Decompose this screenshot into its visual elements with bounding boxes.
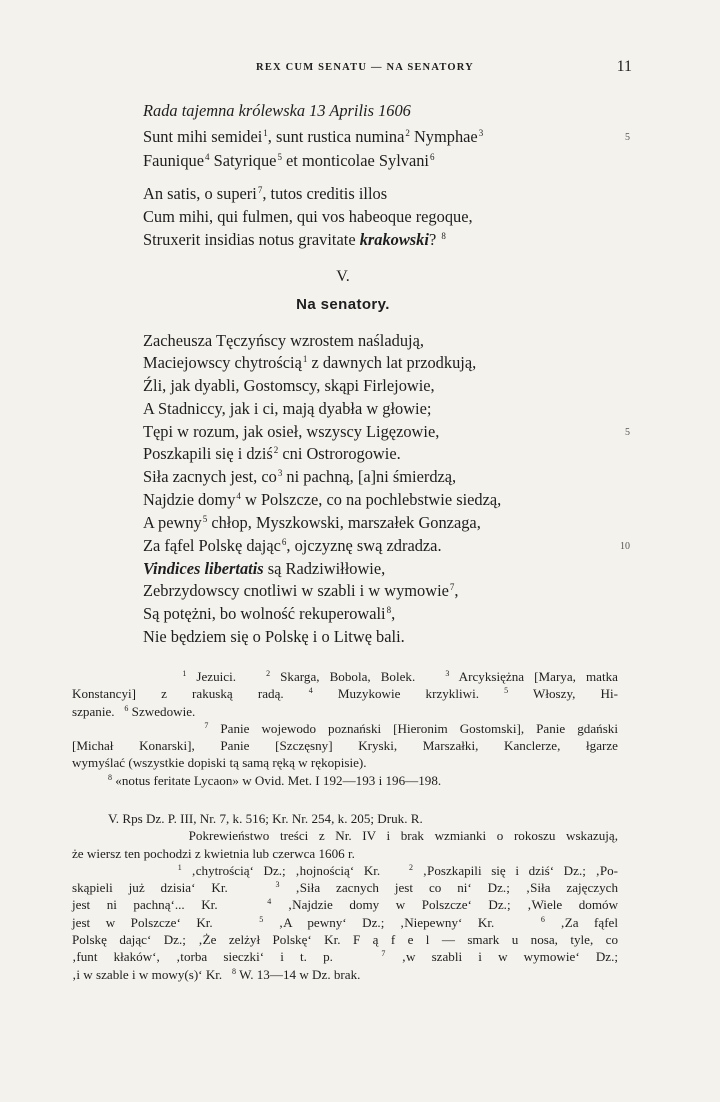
poem-text: cni Ostrorogowie. bbox=[278, 444, 401, 463]
critical-apparatus bbox=[72, 810, 618, 983]
poem-text: krakowski bbox=[359, 230, 429, 249]
poem-line bbox=[143, 422, 613, 442]
footnote-mark: 8 bbox=[108, 772, 113, 782]
footnote-mark: 1 bbox=[177, 862, 182, 872]
poem-text: Za fąfel Polskę dając bbox=[143, 536, 281, 555]
footnote-mark: 4 bbox=[205, 152, 210, 162]
footnote-mark: 6 bbox=[540, 914, 545, 924]
footnotes bbox=[72, 668, 618, 789]
section-title: Na senatory. bbox=[296, 296, 390, 313]
footnote-mark: 3 bbox=[478, 128, 484, 138]
poem-text: Najdzie domy bbox=[143, 490, 236, 509]
footnote-mark: 2 bbox=[273, 445, 279, 455]
footnote-text: szpanie. bbox=[72, 703, 115, 719]
poem-iv-title: Rada tajemna królewska 13 Aprilis 1606 bbox=[143, 101, 411, 120]
poem-line bbox=[143, 331, 613, 351]
section-number: V. bbox=[336, 268, 350, 285]
poem-text: Tępi w rozum, jak osieł, wszyscy Ligęzowie, bbox=[143, 422, 440, 441]
apparatus-text: ‚funt kłaków‘, ‚torba sieczki‘ i t. p. bbox=[72, 949, 333, 965]
poem-text: są Radziwiłłowie, bbox=[263, 559, 386, 578]
poem-text: Siła zacnych jest, co bbox=[143, 467, 277, 486]
footnote-mark: 2 bbox=[405, 128, 410, 138]
running-title: REX CUM SENATU — NA SENATORY bbox=[256, 62, 474, 73]
poem-text: ni pachną, [a]ni śmierdzą, bbox=[282, 467, 457, 486]
footnote-text: Muzykowie krzykliwi. bbox=[337, 686, 480, 702]
footnote-line bbox=[72, 703, 618, 720]
poem-line bbox=[143, 444, 613, 464]
poem-text: Zebrzydowscy cnotliwi w szabli i w wymowie bbox=[143, 581, 449, 600]
footnote-text: Jezuici. bbox=[196, 669, 237, 684]
footnote-mark: 4 bbox=[236, 491, 241, 501]
poem-text: Źli, jak dyabli, Gostomscy, skąpi Firlejowie, bbox=[143, 376, 435, 395]
poem-text: A pewny bbox=[143, 513, 202, 532]
apparatus-text: jest w Polszcze‘ Kr. bbox=[72, 914, 213, 930]
footnote-mark: 6 bbox=[124, 703, 129, 713]
apparatus-text: ‚w szabli i w wymowie‘ Dz.; bbox=[401, 949, 619, 965]
line-number: 5 bbox=[625, 132, 630, 143]
poem-text: An satis, o superi bbox=[143, 184, 257, 203]
apparatus-text: skąpieli już dzisia‘ Kr. bbox=[72, 880, 228, 896]
apparatus-text: że wiersz ten pochodzi z kwietnia lub czerwca 1606 r. bbox=[72, 845, 355, 861]
footnote-mark: 5 bbox=[202, 514, 208, 524]
poem-text: Są potężni, bo wolność rekuperowali bbox=[143, 604, 386, 623]
footnote-mark: 7 bbox=[257, 185, 263, 195]
apparatus-text: ‚chytrością‘ Dz.; ‚hojnością‘ Kr. bbox=[191, 862, 381, 878]
footnote-mark: 5 bbox=[504, 686, 509, 696]
apparatus-text: jest ni pachną‘... Kr. bbox=[72, 897, 218, 913]
footnote-text: Arcyksiężna [Marya, matka bbox=[458, 669, 618, 684]
poem-line bbox=[143, 536, 613, 556]
poem-text: Nie będziem się o Polskę i o Litwę bali. bbox=[143, 627, 405, 646]
footnote-line bbox=[72, 720, 618, 737]
poem-text: chłop, Myszkowski, marszałek Gonzaga, bbox=[207, 513, 481, 532]
poem-text: Cum mihi, qui fulmen, qui vos habeoque regoque, bbox=[143, 207, 473, 226]
poem-text: Faunique bbox=[143, 151, 205, 170]
poem-line bbox=[143, 376, 613, 396]
footnote-mark: 1 bbox=[182, 669, 187, 678]
apparatus-source bbox=[72, 810, 618, 827]
poem-line bbox=[143, 151, 613, 171]
footnote-text: Włoszy, Hi- bbox=[533, 686, 618, 702]
apparatus-variant bbox=[72, 914, 618, 931]
poem-text: Vindices libertatis bbox=[143, 559, 264, 578]
footnote-mark: 6 bbox=[429, 152, 435, 162]
apparatus-text: ‚Siła zacnych jest co ni‘ Dz.; ‚Siła zajęczych bbox=[295, 880, 619, 896]
footnote-mark: 3 bbox=[277, 468, 283, 478]
footnote-mark: 5 bbox=[259, 914, 264, 924]
poem-line bbox=[143, 230, 613, 250]
poem-text: Poszkapili się i dziś bbox=[143, 444, 273, 463]
apparatus-variant bbox=[72, 862, 618, 879]
apparatus-text: ‚Najdzie domy w Polszcze‘ Dz.; ‚Wiele domów bbox=[287, 897, 619, 913]
poem-text: A Stadniccy, jak i ci, mają dyabła w głowie; bbox=[143, 399, 432, 418]
footnote-line bbox=[72, 754, 618, 771]
footnote-mark: 6 bbox=[281, 537, 287, 547]
footnote-text: Szwedowie. bbox=[131, 703, 196, 719]
footnote-mark: 5 bbox=[277, 152, 282, 162]
footnote-mark: 2 bbox=[266, 669, 271, 678]
poem-text: , ojczyznę swą zdradza. bbox=[286, 536, 442, 555]
poem-text: Struxerit insidias notus gravitate bbox=[143, 230, 360, 249]
apparatus-text: ‚Za fąfel bbox=[560, 914, 619, 930]
footnote-mark: 1 bbox=[263, 128, 268, 138]
poem-text: , bbox=[454, 581, 459, 600]
poem-text: , tutos creditis illos bbox=[262, 184, 388, 203]
footnote-text: wymyślać (wszystkie dopiski tą samą ręką w rękopisie). bbox=[72, 755, 367, 771]
poem-text: et monticolae Sylvani bbox=[281, 151, 429, 170]
apparatus-text: Polskę dając‘ Dz.; ‚Że zelżył Polskę‘ Kr. F ą f e l — smark u nosa, tyle, co bbox=[72, 932, 618, 948]
apparatus-text: V. Rps Dz. P. III, Nr. 7, k. 516; Kr. Nr. 254, k. 205; Druk. R. bbox=[108, 811, 423, 826]
footnote-mark: 1 bbox=[302, 354, 308, 364]
poem-text: w Polszcze, co na pochlebstwie siedzą, bbox=[240, 490, 502, 509]
footnote-line bbox=[72, 685, 618, 702]
poem-line bbox=[143, 604, 613, 624]
poem-text: Nymphae bbox=[409, 127, 478, 146]
poem-line bbox=[143, 467, 613, 487]
apparatus-note bbox=[72, 845, 618, 862]
poem-text: ? bbox=[428, 230, 441, 249]
footnote-mark: 4 bbox=[308, 686, 313, 696]
poem-text: z dawnych lat przodkują, bbox=[307, 353, 477, 372]
footnote-mark: 8 bbox=[441, 231, 446, 241]
footnote-line bbox=[72, 737, 618, 754]
footnote-line bbox=[72, 772, 618, 789]
apparatus-text: ‚Poszkapili się i dziś‘ Dz.; ‚Po- bbox=[422, 862, 619, 878]
apparatus-variant bbox=[72, 966, 618, 983]
apparatus-text: ‚i w szable i w mowy(s)‘ Kr. bbox=[72, 966, 223, 982]
poem-line bbox=[143, 399, 613, 419]
footnote-text: Konstancyi] z rakuską radą. bbox=[72, 686, 284, 702]
footnote-mark: 2 bbox=[409, 862, 414, 872]
footnote-line bbox=[72, 668, 618, 685]
poem-text: Zacheusza Tęczyńscy wzrostem naśladują, bbox=[143, 331, 424, 350]
poem-line bbox=[143, 207, 613, 227]
page-number: 11 bbox=[616, 58, 632, 75]
poem-text: Satyrique bbox=[209, 151, 277, 170]
line-number: 10 bbox=[620, 541, 630, 552]
poem-text: Sunt mihi semidei bbox=[143, 127, 263, 146]
apparatus-variant bbox=[72, 931, 618, 948]
apparatus-text: W. 13—14 w Dz. brak. bbox=[239, 966, 361, 982]
footnote-mark: 3 bbox=[275, 880, 280, 890]
poem-line bbox=[143, 581, 613, 601]
footnote-mark: 4 bbox=[267, 897, 272, 907]
footnote-mark: 7 bbox=[449, 582, 455, 592]
poem-line bbox=[143, 559, 613, 579]
footnote-text: Skarga, Bobola, Bolek. bbox=[280, 669, 416, 684]
footnote-text: «notus feritate Lycaon» w Ovid. Met. I 192—193 i 196—198. bbox=[115, 772, 442, 788]
poem-text: , sunt rustica numina bbox=[267, 127, 405, 146]
footnote-mark: 8 bbox=[232, 966, 237, 976]
poem-line bbox=[143, 184, 613, 204]
apparatus-text: ‚A pewny‘ Dz.; ‚Niepewny‘ Kr. bbox=[278, 914, 495, 930]
footnote-mark: 7 bbox=[381, 949, 386, 959]
apparatus-variant bbox=[72, 896, 618, 913]
poem-line bbox=[143, 127, 613, 147]
poem-line bbox=[143, 490, 613, 510]
poem-line bbox=[143, 627, 613, 647]
footnote-mark: 8 bbox=[386, 605, 392, 615]
footnote-text: [Michał Konarski], Panie [Szczęsny] Kryski, Marszałki, Kanclerze, łgarze bbox=[72, 738, 618, 754]
footnote-mark: 3 bbox=[445, 669, 450, 678]
poem-text: Maciejowscy chytrością bbox=[143, 353, 302, 372]
footnote-mark: 7 bbox=[204, 720, 209, 730]
apparatus-text: Pokrewieństwo treści z Nr. IV i brak wzmianki o rokoszu wskazują, bbox=[188, 828, 618, 844]
footnote-text: Panie wojewodo poznański [Hieronim Gostomski], Panie gdański bbox=[220, 720, 618, 736]
apparatus-variant bbox=[72, 948, 618, 965]
apparatus-note bbox=[72, 827, 618, 844]
line-number: 5 bbox=[625, 427, 630, 438]
apparatus-variant bbox=[72, 879, 618, 896]
poem-text: , bbox=[391, 604, 396, 623]
poem-line bbox=[143, 513, 613, 533]
poem-line bbox=[143, 353, 613, 373]
